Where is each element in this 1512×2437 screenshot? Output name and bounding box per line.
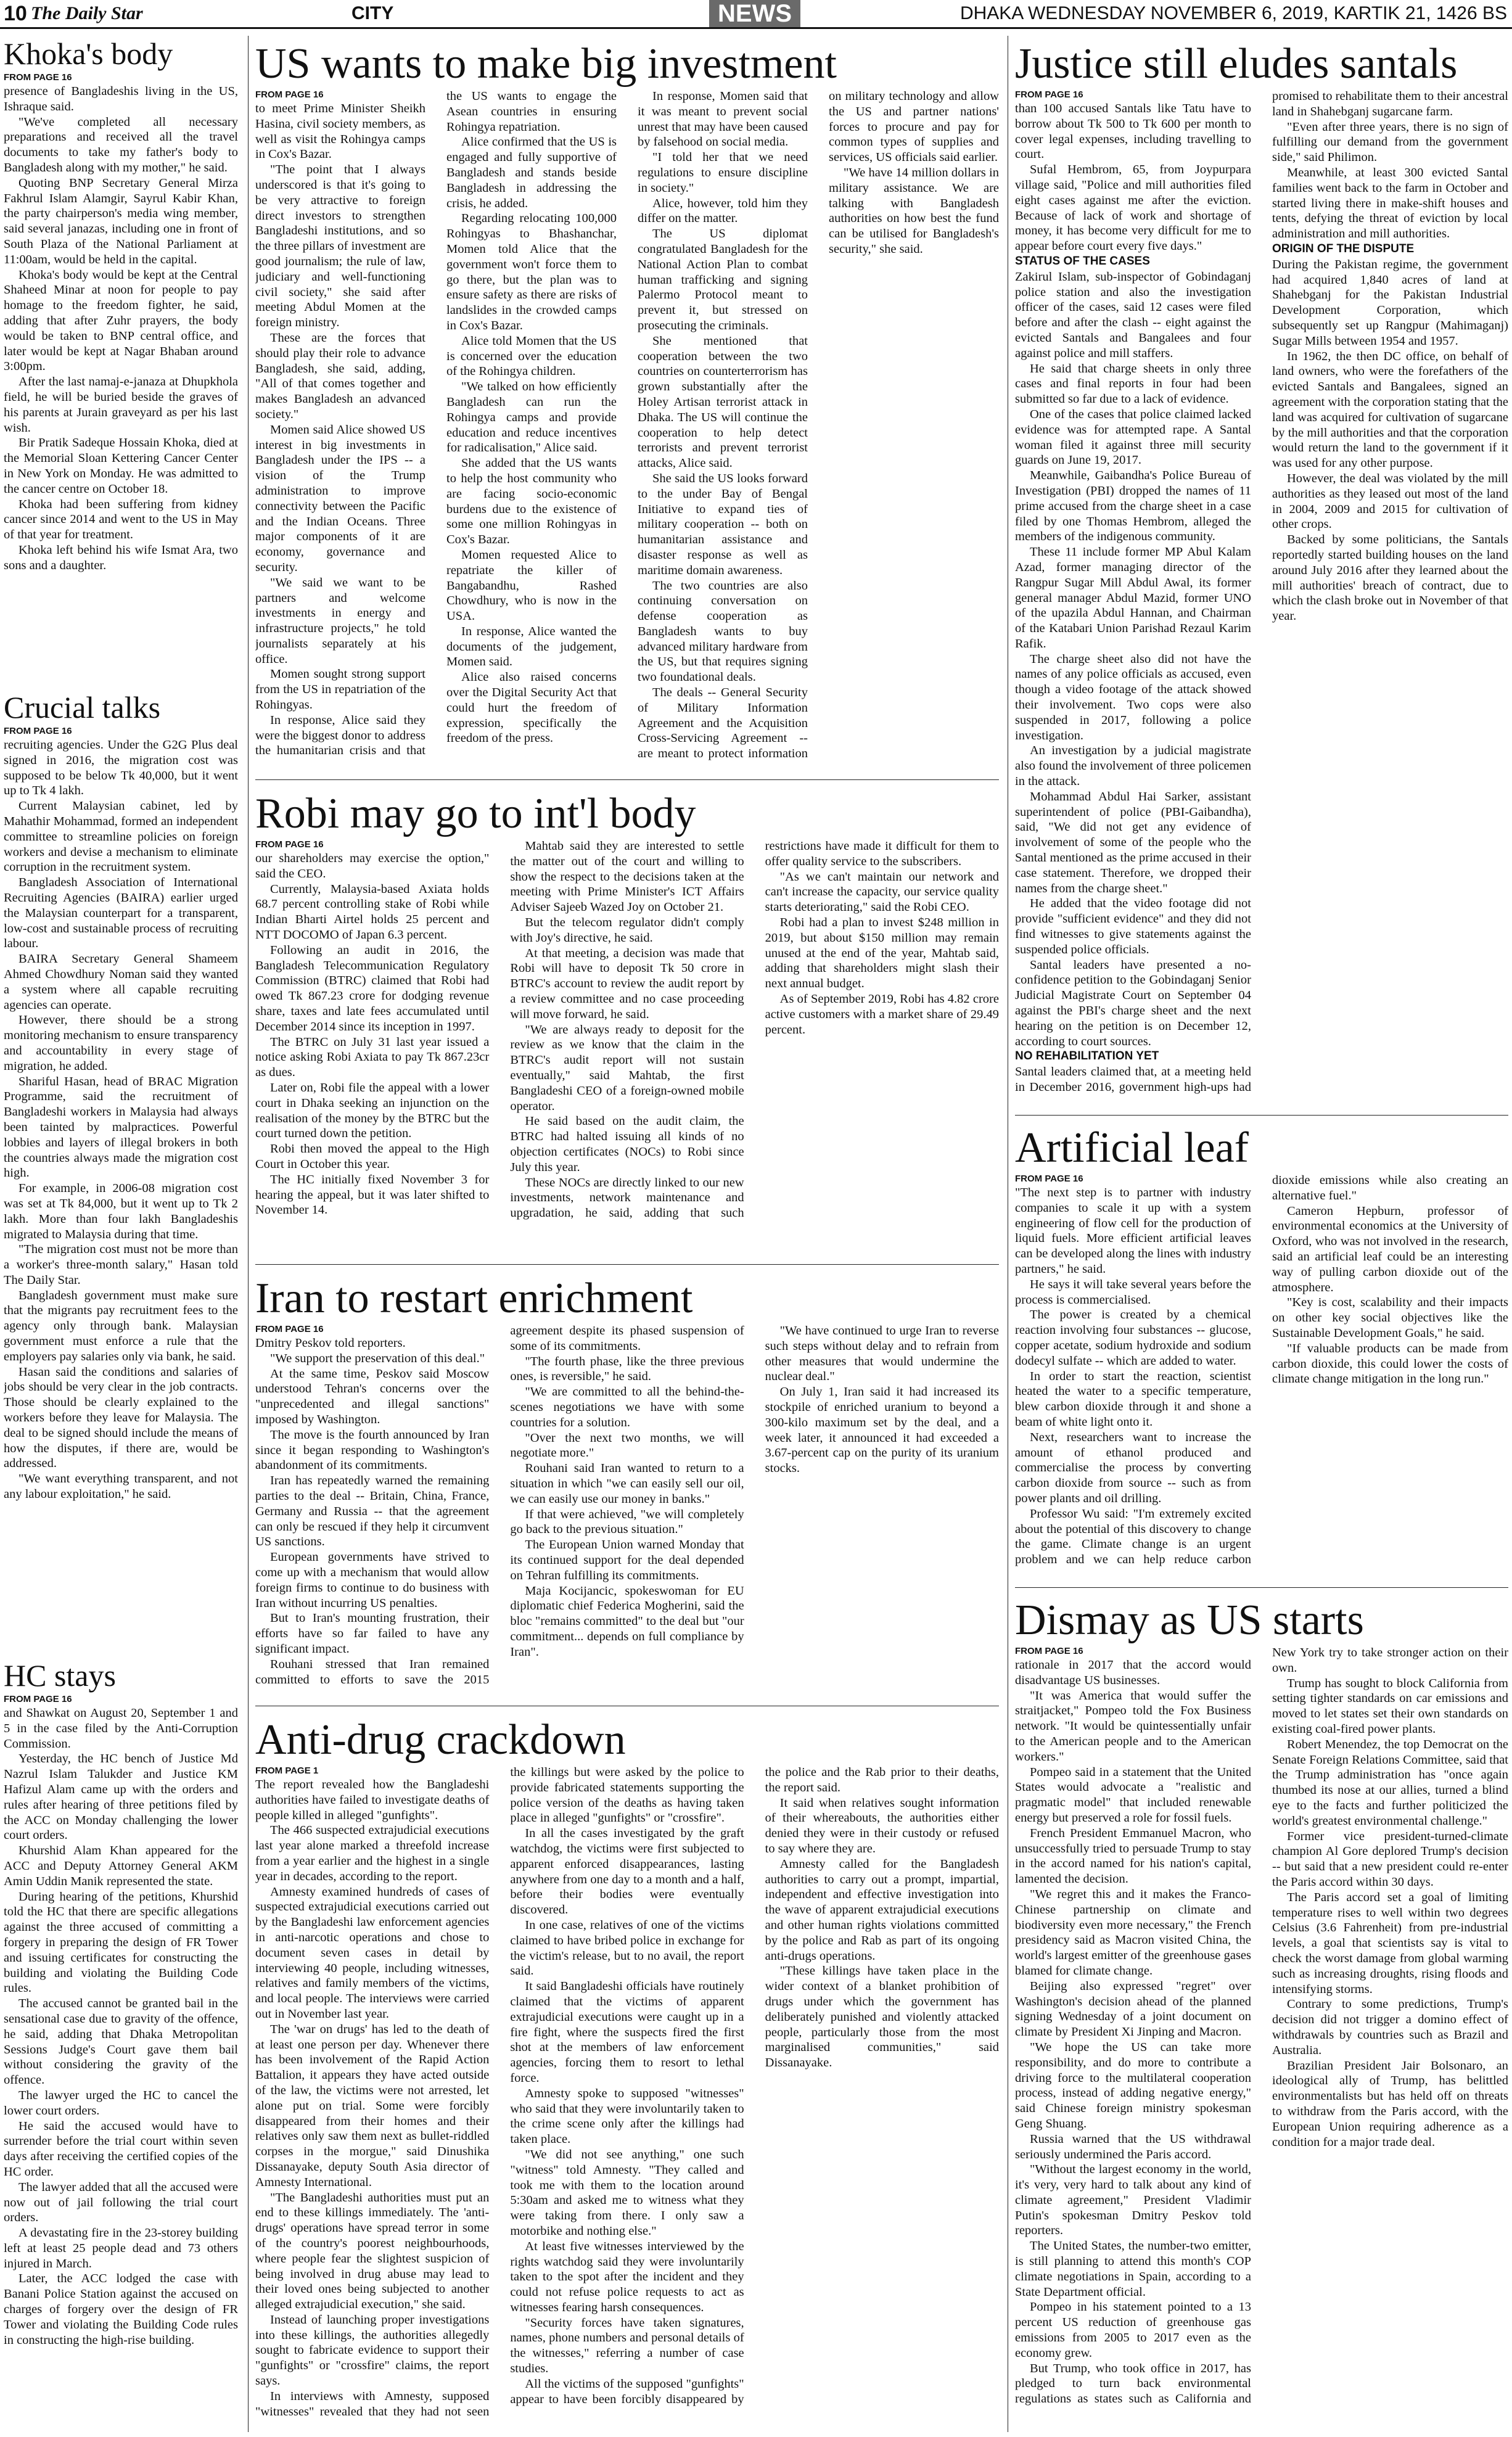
article-body bbox=[4, 1693, 238, 2427]
paragraph: Quoting BNP Secretary General Mirza Fakhrul Islam Alamgir, Sayrul Kabir Khan, the party chairperson's media wing member, said several janazas, including one in front of South Plaza of the National Parliament at 11:00am, would be held in the capital. bbox=[4, 176, 238, 266]
section-label-city: CITY bbox=[351, 3, 394, 23]
paragraph: "Without the largest economy in the world, it's very, very hard to talk about any kind of climate agreement," President Vladimir Putin's spokesman Dmitry Peskov told reporters. bbox=[1015, 2163, 1251, 2238]
article-dismay bbox=[1015, 1596, 1508, 2432]
paragraph: "We are committed to all the behind-the-scenes negotiations we have with some countries for a solution. bbox=[510, 1385, 744, 1429]
paragraph: Alice, however, told him they differ on the matter. bbox=[638, 196, 808, 226]
article-hc-stays bbox=[4, 1658, 238, 2432]
continued-from: FROM PAGE 16 bbox=[4, 726, 72, 736]
paragraph: Instead of launching proper investigations into these killings, the authorities allegedly sought to fabricate evidence to support their "gunfights" or "crossfire" claims, the report says. bbox=[255, 2312, 490, 2388]
paragraph: In all the cases investigated by the graft watchdog, the victims were first subjected to apparent enforced disappearances, lasting anywhere from one day to a month and a half, before their bodies were eventually discovered. bbox=[510, 1827, 744, 1917]
article-crucial-talks bbox=[4, 689, 238, 1651]
headline: Khoka's body bbox=[4, 36, 173, 71]
paragraph: The 'war on drugs' has led to the death of at least one person per day. Whenever there has been involvement of the Rapid Action Battalion, it appears they have acted outside of the law, the victims were not arrested, let alone put on trial. Some were forcibly disappeared from their homes and their relatives only saw them next as bullet-riddled corpses in the morgue," said Dinushika Dissanayake, deputy South Asia director of Amnesty International. bbox=[255, 2022, 490, 2189]
paragraph: Next, researchers want to increase the amount of ethanol produced and commercialise the process by converting carbon dioxide from source -- such as from power plants and oil drilling. bbox=[1015, 1430, 1251, 1505]
article-body bbox=[255, 1323, 999, 1690]
paragraph: Rouhani stressed that Iran remained committed to efforts to save the 2015 agreement despite its phased suspension of some of its commitments. bbox=[255, 1324, 744, 1687]
paragraph: to meet Prime Minister Sheikh Hasina, civil society members, as well as visit the Rohingya camps in Cox's Bazar. bbox=[255, 102, 425, 162]
paragraph: Amnesty examined hundreds of cases of suspected extrajudicial executions carried out by the Bangladeshi law enforcement agencies in anti-narcotic operations and chose to document seven cases in detail by interviewing 40 people, including witnesses, relatives and family members of the victims, and local people. The interviews were carried out in November last year. bbox=[255, 1884, 490, 2021]
story-divider bbox=[1015, 1115, 1508, 1116]
paragraph: He added that the video footage did not provide "sufficient evidence" and they did not find witnesses to give statements against the suspended police officials. bbox=[1015, 897, 1251, 956]
paragraph: Pompeo said in a statement that the United States would advocate a "realistic and pragmatic model" that included renewable energy but preserved a role for fossil fuels. bbox=[1015, 1765, 1251, 1825]
paragraph: During the Pakistan regime, the government had acquired 1,840 acres of land at Shahebganj for the Pakistan Industrial Development Corporation, which subsequently set up Rangpur (Mahimaganj) Sugar Mills between 1954 and 1957. bbox=[1272, 257, 1508, 348]
paragraph: Currently, Malaysia-based Axiata holds 68.7 percent controlling stake of Robi while Indian Bharti Airtel holds 25 percent and NTT DOCOMO of Japan 6.3 percent. bbox=[255, 882, 490, 942]
story-divider bbox=[255, 1264, 999, 1265]
continued-from: FROM PAGE 16 bbox=[1015, 1646, 1083, 1656]
paragraph: "We want everything transparent, and not any labour exploitation," he said. bbox=[4, 1472, 238, 1502]
paragraph: recruiting agencies. Under the G2G Plus deal signed in 2016, the migration cost was supposed to be below Tk 40,000, but it went up to Tk 4 lakh. bbox=[4, 738, 238, 798]
paragraph: In response, Alice said they were the biggest donor to address the humanitarian crisis and that the US wants to engage the Asean countries in ensuring Rohingya repatriation. bbox=[255, 89, 617, 758]
paragraph: The 466 suspected extrajudicial executions last year alone marked a threefold increase from a year earlier and the highest in a single year in decades, according to the report. bbox=[255, 1823, 490, 1883]
paragraph: The deals -- General Security of Military Information Agreement and the Acquisition Cross-Servicing Agreement -- are meant to protect information on military technology and allow the US and partner nations' forces to procure and pay for common types of supplies and services, US officials said earlier. bbox=[638, 89, 999, 761]
paragraph: However, the deal was violated by the mill authorities as they leased out most of the land in 2004, 2009 and 2015 for cultivation of other crops. bbox=[1272, 471, 1508, 532]
paragraph: "We regret this and it makes the Franco-Chinese partnership on climate and biodiversity even more necessary," the French presidency said as Macron visited China, the world's largest emitter of the greenhouse gases blamed for climate change. bbox=[1015, 1887, 1251, 1978]
page-number: 10 bbox=[4, 2, 27, 25]
paragraph: Khoka left behind his wife Ismat Ara, two sons and a daughter. bbox=[4, 543, 238, 572]
continued-from: FROM PAGE 16 bbox=[4, 72, 72, 83]
article-body bbox=[4, 725, 238, 1646]
article-body bbox=[4, 72, 238, 678]
article-artificial-leaf bbox=[1015, 1124, 1508, 1580]
paragraph: The European Union warned Monday that its continued support for the deal depended on Tehran fulfilling its commitments. bbox=[510, 1538, 744, 1582]
paragraph: our shareholders may exercise the option," said the CEO. bbox=[255, 852, 490, 881]
paragraph: The two countries are also continuing conversation on defense cooperation as Bangladesh wants to buy advanced military hardware from the US, but that requires signing two foundational deals. bbox=[638, 578, 808, 684]
paragraph: than 100 accused Santals like Tatu have to borrow about Tk 500 to Tk 600 per month to cover legal expenses, including travelling to court. bbox=[1015, 102, 1251, 162]
continued-from: FROM PAGE 16 bbox=[255, 89, 324, 100]
paragraph: These are the forces that should play their role to advance Bangladesh, she said, adding, "All of that comes together and makes Bangladesh an advanced society." bbox=[255, 331, 425, 421]
paragraph: Amnesty called for the Bangladesh authorities to carry out a prompt, impartial, independent and effective investigation into the wave of apparent extrajudicial executions and other human rights violations committed by the police and Rab as part of its ongoing anti-drugs operations. bbox=[765, 1857, 999, 1963]
paragraph: Backed by some politicians, the Santals reportedly started building houses on the land around July 2016 after they learned about the mill authorities' breach of contract, due to which the clash broke out in November of that year. bbox=[1272, 533, 1508, 623]
paragraph: "We are always ready to deposit for the review as we know that the claim in the BTRC's audit report will not sustain eventually," said Mahtab, the first Bangladeshi CEO of a foreign-owned mobile operator. bbox=[510, 1022, 744, 1113]
paragraph: Maja Kocijancic, spokeswoman for EU diplomatic chief Federica Mogherini, said the bloc "remains committed" to the deal but "our commitment... depends on full compliance by Iran". bbox=[510, 1584, 744, 1659]
paragraph: Brazilian President Jair Bolsonaro, an ideological ally of Trump, has belittled environmentalists but has held off on threats to withdraw from the Paris accord, with the European Union requiring adherence as a condition for a major trade deal. bbox=[1272, 2058, 1508, 2149]
paragraph: In interviews with Amnesty, supposed "witnesses" revealed that they had not seen the killings but were asked by the police to provide fabricated statements supporting the police version of the deaths as having taken place in alleged "gunfights" or "crossfire". bbox=[255, 1765, 744, 2419]
paragraph: She said the US looks forward to the under Bay of Bengal Initiative to expand ties of military cooperation -- both on humanitarian assistance and disaster response as well as maritime domain awareness. bbox=[638, 471, 808, 577]
paragraph: She added that the US wants to help the host community who are facing socio-economic burdens due to the existence of some one million Rohingyas in Cox's Bazar. bbox=[446, 456, 617, 547]
paragraph: Momen sought strong support from the US in repatriation of the Rohingyas. bbox=[255, 667, 425, 712]
paragraph: An investigation by a judicial magistrate also found the involvement of three policemen in the attack. bbox=[1015, 744, 1251, 789]
paragraph: Alice confirmed that the US is engaged and fully supportive of Bangladesh and stands beside Bangladesh in addressing the crisis, he added. bbox=[446, 135, 617, 210]
dateline: DHAKA WEDNESDAY NOVEMBER 6, 2019, KARTIK 21, 1426 BS bbox=[959, 3, 1507, 23]
paragraph: The United States, the number-two emitter, is still planning to attend this month's COP climate negotiations in Spain, according to a State Department official. bbox=[1015, 2239, 1251, 2299]
paragraph: French President Emmanuel Macron, who unsuccessfully tried to persuade Trump to stay in the accord named for his nation's capital, lamented the decision. bbox=[1015, 1826, 1251, 1886]
headline: Anti-drug crackdown bbox=[255, 1716, 626, 1764]
continued-from: FROM PAGE 1 bbox=[255, 1765, 319, 1776]
article-iran bbox=[255, 1274, 999, 1699]
paragraph: He said based on the audit claim, the BTRC had halted issuing all kinds of no objection certificates (NOCs) to Robi since July this year. bbox=[510, 1114, 744, 1174]
paragraph: Robert Menendez, the top Democrat on the Senate Foreign Relations Committee, said that the Trump administration has "once again thumbed its nose at our allies, turned a blind eye to the facts and further politicized the world's greatest environmental challenge." bbox=[1272, 1737, 1508, 1828]
paragraph: Khurshid Alam Khan appeared for the ACC and Deputy Attorney General AKM Amin Uddin Manik represented the state. bbox=[4, 1844, 238, 1888]
paragraph: During hearing of the petitions, Khurshid told the HC that there are specific allegations against the three accused of committing a forgery in preparing the design of FR Tower and issuing certificates for constructing the building and violating the Building Code rules. bbox=[4, 1889, 238, 1995]
paragraph: Iran has repeatedly warned the remaining parties to the deal -- Britain, China, France, Germany and Russia -- that the agreement can only be rescued if they help it circumvent US sanctions. bbox=[255, 1474, 490, 1549]
paragraph: The accused cannot be granted bail in the sensational case due to gravity of the offence, he said, adding that Dhaka Metropolitan Sessions Judge's Court gave them bail without considering the gravity of the offence. bbox=[4, 1997, 238, 2087]
article-body bbox=[1015, 1645, 1508, 2422]
paragraph: "Over the next two months, we will negotiate more." bbox=[510, 1431, 744, 1460]
masthead bbox=[0, 0, 1512, 29]
paragraph: At the same time, Peskov said Moscow understood Tehran's concerns over the "unprecedented and illegal sanctions" imposed by Washington. bbox=[255, 1366, 490, 1426]
paragraph: "We have continued to urge Iran to reverse such steps without delay and to refrain from other measures that would undermine the nuclear deal." bbox=[765, 1324, 999, 1384]
paragraph: One of the cases that police claimed lacked evidence was for attempted rape. A Santal woman filed it against three mill security guards on June 19, 2017. bbox=[1015, 407, 1251, 467]
paragraph: "We've completed all necessary preparations and received all the travel documents to take my father's body to Bangladesh along with my mother," he said. bbox=[4, 115, 238, 175]
paragraph: He said that charge sheets in only three cases and final reports in four had been submitted so far due to a lack of evidence. bbox=[1015, 361, 1251, 406]
paragraph: Contrary to some predictions, Trump's decision did not trigger a domino effect of withdrawals by countries such as Brazil and Australia. bbox=[1272, 1997, 1508, 2057]
paragraph: Sufal Hembrom, 65, from Joypurpara village said, "Police and mill authorities filed eight cases against me after the eviction. Because of lack of work and shortage of money, it has become very difficult for me to appear before court every five days." bbox=[1015, 163, 1251, 253]
paragraph: BAIRA Secretary General Shameem Ahmed Chowdhury Noman said they wanted a system where all capable recruiting agencies can operate. bbox=[4, 952, 238, 1012]
paragraph: "The fourth phase, like the three previous ones, is reversible," he said. bbox=[510, 1354, 744, 1384]
paragraph: Russia warned that the US withdrawal seriously undermined the Paris accord. bbox=[1015, 2132, 1251, 2161]
paragraph: If that were achieved, "we will completely go back to the previous situation." bbox=[510, 1507, 744, 1537]
paragraph: Dmitry Peskov told reporters. bbox=[255, 1336, 406, 1350]
article-robi bbox=[255, 789, 999, 1258]
paragraph: However, there should be a strong monitoring mechanism to ensure transparency and accountability in every stage of migration, he added. bbox=[4, 1013, 238, 1073]
headline: US wants to make big investment bbox=[255, 40, 837, 88]
paragraph: "We have 14 million dollars in military assistance. We are talking with Bangladesh authorities on how best the fund can be utilised for Bangladesh's security," she said. bbox=[829, 165, 999, 256]
paragraph: Pompeo in his statement pointed to a 13 percent US reduction of greenhouse gas emissions from 2005 to 2017 even as the economy grew. bbox=[1015, 2300, 1251, 2360]
paragraph: Beijing also expressed "regret" over Washington's decision ahead of the planned signing Wednesday of a joint document on climate by President Xi Jinping and Macron. bbox=[1015, 1979, 1251, 2039]
paragraph: Later, the ACC lodged the case with Banani Police Station against the accused on charges of forgery over the design of FR Tower and violating the Building Code rules in constructing the high-rise building. bbox=[4, 2272, 238, 2347]
article-anti-drug bbox=[255, 1716, 999, 2432]
paragraph: Amnesty spoke to supposed "witnesses" who said that they were involuntarily taken to the crime scene only after the killings had taken place. bbox=[510, 2086, 744, 2147]
subheading: STATUS OF THE CASES bbox=[1015, 254, 1150, 268]
paragraph: "We did not see anything," one such "witness" told Amnesty. "They called and took me with them to the location around 5:30am and asked me to witness what they were taking from there. I only saw a motorbike and nothing else." bbox=[510, 2147, 744, 2238]
paragraph: The Paris accord set a goal of limiting temperature rises to well within two degrees Celsius (3.6 Fahrenheit) from pre-industrial levels, a goal that scientists say is vital to check the worst damage from global warming such as increasing droughts, rising floods and intensifying storms. bbox=[1272, 1890, 1508, 1996]
paragraph: Yesterday, the HC bench of Justice Md Nazrul Islam Talukder and Justice KM Hafizul Alam came up with the orders and rules after hearing of three petitions filed by the ACC on Monday challenging the lower court orders. bbox=[4, 1752, 238, 1843]
paragraph: Mahtab said they are interested to settle the matter out of the court and willing to show the respect to the decisions taken at the meeting with Prime Minister's ICT Affairs Adviser Sajeeb Wazed Joy on October 21. bbox=[510, 839, 744, 914]
paragraph: The lawyer added that all the accused were now out of jail following the trial court orders. bbox=[4, 2180, 238, 2225]
paragraph: As of September 2019, Robi has 4.82 crore active customers with a market share of 29.49 percent. bbox=[765, 992, 999, 1037]
paragraph: The HC initially fixed November 3 for hearing the appeal, but it was later shifted to November 14. bbox=[255, 1172, 490, 1217]
headline: Justice still eludes santals bbox=[1015, 40, 1458, 88]
paragraph: "Key is cost, scalability and their impacts on other key social objectives like the Sustainable Development Goals," he said. bbox=[1272, 1296, 1508, 1340]
paragraph: In 1962, the then DC office, on behalf of land owners, who were the forefathers of the evicted Santals and Bangalees, signed an agreement with the corporation stating that the land was acquired for cultivation of sugarcane by the mill authorities and that the corporation would return the land to the government if it was used for any other purpose. bbox=[1272, 349, 1508, 471]
paragraph: In order to start the reaction, scientist heated the water to a specific temperature, blew carbon dioxide through it and shone a beam of white light onto it. bbox=[1015, 1369, 1251, 1429]
paragraph: "The next step is to partner with industry companies to scale it up with a system engineering of flow cell for the production of liquid fuels. More efficient artificial leaves can be developed along the lines with industry partners," he said. bbox=[1015, 1186, 1251, 1276]
paragraph: Robi had a plan to invest $248 million in 2019, but about $150 million may remain unused at the end of the year, Mahtab said, adding that shareholders might slash their next annual budget. bbox=[765, 915, 999, 991]
paragraph: It said when relatives sought information of their whereabouts, the authorities either denied they were in their custody or refused to say where they are. bbox=[765, 1796, 999, 1855]
headline: Iran to restart enrichment bbox=[255, 1275, 693, 1322]
subheading: NO REHABILITATION YET bbox=[1015, 1050, 1159, 1063]
headline: Artificial leaf bbox=[1015, 1124, 1249, 1172]
paragraph: These 11 include former MP Abul Kalam Azad, former managing director of the Rangpur Sugar Mill Abdul Awal, its former general manager Abdul Mazid, former UNO of the upazila Abdul Hannan, and Chairman of the Katabari Union Parishad Rezaul Karim Rafik. bbox=[1015, 545, 1251, 651]
paragraph: "We said we want to be partners and welcome investments in energy and infrastructure projects," he told journalists separately at his office. bbox=[255, 575, 425, 666]
paragraph: Shariful Hasan, head of BRAC Migration Programme, said the recruitment of Bangladeshi workers in Malaysia had always been tainted by malpractices. Powerful lobbies and layers of illegal brokers in both the countries always made the migration cost high. bbox=[4, 1074, 238, 1180]
paragraph: "I told her that we need regulations to ensure discipline in society." bbox=[638, 150, 808, 195]
paragraph: These NOCs are directly linked to our new investments, network maintenance and upgradation, he said, adding that such restrictions have made it difficult for them to offer quality service to the subscribers. bbox=[510, 839, 999, 1220]
paragraph: Mohammad Abdul Hai Sarker, assistant superintendent of police (PBI-Gaibandha), said, "We did not get any evidence of involvement of some of the people who the Santal mentioned as the prime accused in their case statement. Therefore, we dropped their names from the charge sheet." bbox=[1015, 789, 1251, 895]
article-body bbox=[1015, 1173, 1508, 1570]
paragraph: Former vice president-turned-climate champion Al Gore deplored Trump's decision -- but said that a new president could re-enter the Paris accord within 30 days. bbox=[1272, 1829, 1508, 1889]
paragraph: The move is the fourth announced by Iran since it began responding to Washington's abandonment of its commitments. bbox=[255, 1428, 490, 1473]
paragraph: In response, Momen said that it was meant to prevent social unrest that may have been caused by falsehood on social media. bbox=[638, 89, 808, 149]
headline: Robi may go to int'l body bbox=[255, 790, 696, 837]
paragraph: "As we can't maintain our network and can't increase the capacity, our service quality starts deteriorating," said the Robi CEO. bbox=[765, 869, 999, 914]
article-body bbox=[255, 1765, 999, 2422]
paragraph: Bir Pratik Sadeque Hossain Khoka, died at the Memorial Sloan Kettering Cancer Center in New York on Monday. He was admitted to the cancer centre on October 18. bbox=[4, 436, 238, 496]
paragraph: Meanwhile, at least 300 evicted Santal families went back to the farm in October and started living there in make-shift houses and tents, defying the threat of eviction by local administration and mill authorities. bbox=[1272, 165, 1508, 241]
story-divider bbox=[255, 779, 999, 780]
continued-from: FROM PAGE 16 bbox=[255, 839, 324, 850]
paragraph: In response, Alice wanted the documents of the judgement, Momen said. bbox=[446, 624, 617, 669]
paragraph: Bangladesh Association of International Recruiting Agencies (BAIRA) earlier urged the Malaysian counterpart for a transparent, low-cost and sustainable process of recruiting labour. bbox=[4, 876, 238, 951]
paragraph: The charge sheet also did not have the names of any police officials as accused, even though a video footage of the attack showed their involvement. Two cops were also suspended in 2017, following a police investigation. bbox=[1015, 652, 1251, 742]
paragraph: Meanwhile, Gaibandha's Police Bureau of Investigation (PBI) dropped the names of 11 prime accused from the charge sheet in a case filed by one Thomas Hembrom, alleged the members of the indigenous community. bbox=[1015, 469, 1251, 544]
article-us-investment bbox=[255, 39, 999, 773]
story-divider bbox=[1015, 1587, 1508, 1588]
headline: Dismay as US starts bbox=[1015, 1597, 1364, 1644]
paragraph: European governments have strived to come up with a mechanism that would allow foreign firms to continue to do business with Iran without incurring US penalties. bbox=[255, 1550, 490, 1610]
paragraph: Rouhani said Iran wanted to return to a situation in which "we can easily sell our oil, we can easily use our money in banks." bbox=[510, 1461, 744, 1506]
paragraph: Alice also raised concerns over the Digital Security Act that could hurt the freedom of expression, specifically the freedom of the press. bbox=[446, 670, 617, 746]
paragraph: Regarding relocating 100,000 Rohingyas to Bhashanchar, Momen told Alice that the government won't force them to go there, but the plan was to ensure safety as there are risks of landslides in the crowded camps in Cox's Bazar. bbox=[446, 212, 617, 332]
paragraph: Khoka's body would be kept at the Central Shaheed Minar at noon for people to pay homage to the freedom fighter, he said, adding that after Zuhr prayers, the body would be taken to BNP central office, and later would be kept at Nagar Bhaban around 3:00pm. bbox=[4, 268, 238, 374]
paragraph: "The migration cost must not be more than a worker's three-month salary," Hasan told The Daily Star. bbox=[4, 1243, 238, 1287]
paragraph: Momen said Alice showed US interest in big investments in Bangladesh under the IPS -- a vision of the Trump administration to improve connectivity between the Pacific and the Indian Oceans. Three major components of it are economy, governance and security. bbox=[255, 422, 425, 574]
paragraph: At that meeting, a decision was made that Robi will have to deposit Tk 50 crore in BTRC's account to review the audit report by a review committee and no case proceeding will move forward, he said. bbox=[510, 946, 744, 1021]
paragraph: "These killings have taken place in the wider context of a blanket prohibition of drugs under which the government has deliberately punished and violently attacked people, particularly those from the most marginalised communities," said Dissanayake. bbox=[765, 1964, 999, 2070]
paragraph: "Security forces have taken signatures, names, phone numbers and personal details of the witnesses," referring a number of case studies. bbox=[510, 2316, 744, 2376]
paragraph: All the victims of the supposed "gunfights" appear to have been forcibly disappeared by the police and the Rab prior to their deaths, the report said. bbox=[510, 1765, 999, 2406]
paragraph: He said the accused would have to surrender before the trial court within seven days after receiving the certified copies of the HC order. bbox=[4, 2119, 238, 2179]
paragraph: The lawyer urged the HC to cancel the lower court orders. bbox=[4, 2088, 238, 2118]
paragraph: A devastating fire in the 23-storey building left at least 25 people dead and 73 others injured in March. bbox=[4, 2226, 238, 2271]
continued-from: FROM PAGE 16 bbox=[4, 1694, 72, 1704]
paragraph: He says it will take several years before the process is commercialised. bbox=[1015, 1277, 1251, 1307]
article-khoka bbox=[4, 36, 238, 683]
paragraph: "We talked on how efficiently Bangladesh can run the Rohingya camps and provide education and reduce incentives for radicalisation," Alice said. bbox=[446, 380, 617, 455]
headline: HC stays bbox=[4, 1658, 116, 1693]
paragraph: The BTRC on July 31 last year issued a notice asking Robi Axiata to pay Tk 867.23cr as dues. bbox=[255, 1035, 490, 1080]
section-label-news: NEWS bbox=[709, 0, 800, 27]
paragraph: Momen requested Alice to repatriate the killer of Bangabandhu, Rashed Chowdhury, who is now in the USA. bbox=[446, 548, 617, 623]
paragraph: For example, in 2006-08 migration cost was set at Tk 84,000, but it went up to Tk 2 lakh. More than four lakh Bangladeshis migrated to Malaysia during that time. bbox=[4, 1182, 238, 1241]
paragraph: Zakirul Islam, sub-inspector of Gobindaganj police station and also the investigation officer of the cases, said 12 cases were filed before and after the clash -- eight against the evicted Santals and Bangalees and four against police and mill staffers. bbox=[1015, 269, 1251, 360]
paragraph: and Shawkat on August 20, September 1 and 5 in the case filed by the Anti-Corruption Commission. bbox=[4, 1706, 238, 1751]
paragraph: Trump has sought to block California from setting tighter standards on car emissions and moved to let states set their own standards on existing coal-fired power plants. bbox=[1272, 1676, 1508, 1736]
column-rule bbox=[248, 36, 249, 2432]
paragraph: But the telecom regulator didn't comply with Joy's directive, he said. bbox=[510, 915, 744, 945]
paragraph: But Trump, who took office in 2017, has pledged to turn back environmental regulations as states such as California and New York try to take stronger action on their own. bbox=[1015, 1646, 1508, 2406]
paragraph: Santal leaders claimed that, at a meeting held in December 2016, government high-ups had promised to rehabilitate them to their ancestral land in Shahebganj sugarcane farm. bbox=[1015, 89, 1508, 1094]
paragraph: "We support the preservation of this deal." bbox=[270, 1351, 485, 1365]
article-body bbox=[1015, 89, 1508, 1098]
paragraph: Later on, Robi file the appeal with a lower court in Dhaka seeking an injunction on the realisation of the money by the BTRC but the court turned down the petition. bbox=[255, 1080, 490, 1141]
paragraph: "Even after three years, there is no sign of fulfilling our demand from the government side," said Philimon. bbox=[1272, 120, 1508, 165]
paragraph: The power is created by a chemical reaction involving four substances -- glucose, copper acetate, sodium hydroxide and sodium dodecyl sulfate -- which are added to water. bbox=[1015, 1308, 1251, 1368]
paragraph: "The point that I always underscored is that it's going to be very attractive to foreign direct investors to strengthen Bangladeshi institutions, and so the three pillars of investment are good journalism; the rule of law, judiciary and well-functioning civil society," she said after meeting Abdul Momen at the foreign ministry. bbox=[255, 163, 425, 330]
paragraph: Hasan said the conditions and salaries of jobs should be very clear in the job contracts. Those should be clearly explained to the workers before they leave for Malaysia. The deal to be signed should include the means of how the disputes, if there are, would be addressed. bbox=[4, 1365, 238, 1471]
paragraph: Professor Wu said: "I'm extremely excited about the potential of this discovery to change the game. Climate change is an urgent problem and we can help reduce carbon dioxide emissions while also creating an alternative fuel." bbox=[1015, 1173, 1508, 1567]
paragraph: The report revealed how the Bangladeshi authorities have failed to investigate deaths of people killed in alleged "gunfights". bbox=[255, 1778, 490, 1822]
paragraph: Robi then moved the appeal to the High Court in October this year. bbox=[255, 1142, 490, 1171]
paragraph: "The Bangladeshi authorities must put an end to these killings immediately. The 'anti-drugs' operations have spread terror in some of the country's poorest neighbourhoods, where people fear the slightest suspicion of being involved in drug abuse may lead to their loved ones being subjected to another alleged extrajudicial execution," she said. bbox=[255, 2190, 490, 2312]
paragraph: Alice told Momen that the US is concerned over the education of the Rohingya children. bbox=[446, 334, 617, 379]
article-body bbox=[255, 89, 999, 763]
paragraph: But to Iran's mounting frustration, their efforts have so far failed to have any significant impact. bbox=[255, 1611, 490, 1656]
paragraph: In one case, relatives of one of the victims claimed to have bribed police in exchange for the victim's release, but to no avail, the report said. bbox=[510, 1918, 744, 1978]
continued-from: FROM PAGE 16 bbox=[1015, 1173, 1083, 1184]
paragraph: rationale in 2017 that the accord would disadvantage US businesses. bbox=[1015, 1658, 1251, 1687]
newspaper-logo: The Daily Star bbox=[31, 3, 143, 23]
article-body bbox=[255, 839, 999, 1248]
paragraph: "It was America that would suffer the straitjacket," Pompeo told the Fox Business network. "It would be quintessentially unfair to the American people and to the American workers." bbox=[1015, 1688, 1251, 1764]
paragraph: She mentioned that cooperation between the two countries on counterterrorism has grown substantially after the Holey Artisan terrorist attack in Dhaka. The US will continue the cooperation to help detect terrorists and prevent terrorist attacks, Alice said. bbox=[638, 334, 808, 471]
article-santals bbox=[1015, 39, 1508, 1108]
paragraph: At least five witnesses interviewed by the rights watchdog said they were involuntarily taken to the spot after the incident and they could not refuse police requests to act as witnesses fearing harsh consequences. bbox=[510, 2239, 744, 2314]
paragraph: Current Malaysian cabinet, led by Mahathir Mohammad, formed an independent committee to streamline policies on foreign workers and devise a mechanism to eliminate corruption in the recruitment system. bbox=[4, 799, 238, 874]
paragraph: Following an audit in 2016, the Bangladesh Telecommunication Regulatory Commission (BTRC) claimed that Robi had owed Tk 867.23 crore for dodging revenue share, taxes and late fees accumulated until December 2014 since its inception in 1997. bbox=[255, 943, 490, 1034]
paragraph: Khoka had been suffering from kidney cancer since 2014 and went to the US in May of that year for treatment. bbox=[4, 497, 238, 542]
paragraph: Santal leaders have presented a no-confidence petition to the Gobindaganj Senior Judicial Magistrate Court on September 04 against the PBI's charge sheet and the next hearing on the petition is on December 12, according to court sources. bbox=[1015, 958, 1251, 1048]
paragraph: Cameron Hepburn, professor of environmental economics at the University of Oxford, who was not involved in the research, said an artificial leaf could be an interesting way of pulling carbon dioxide out of the atmosphere. bbox=[1272, 1204, 1508, 1294]
paragraph: "If valuable products can be made from carbon dioxide, this could lower the costs of climate change mitigation in the long run." bbox=[1272, 1341, 1508, 1386]
headline: Crucial talks bbox=[4, 690, 161, 725]
paragraph: After the last namaj-e-janaza at Dhupkhola field, he will be buried beside the graves of his parents at Jurain graveyard as per his last wish. bbox=[4, 375, 238, 435]
paragraph: presence of Bangladeshis living in the US, Ishraque said. bbox=[4, 84, 238, 113]
paragraph: Bangladesh government must make sure that the migrants pay recruitment fees to the agency only through bank. Malaysian government must enforce a rule that the employers pay salaries only via bank, he said. bbox=[4, 1288, 238, 1363]
subheading: ORIGIN OF THE DISPUTE bbox=[1272, 242, 1415, 255]
continued-from: FROM PAGE 16 bbox=[1015, 89, 1083, 100]
paragraph: The US diplomat congratulated Bangladesh for the National Action Plan to combat human trafficking and signing Palermo Protocol meant to prevent it, but stressed on prosecuting the criminals. bbox=[638, 227, 808, 332]
continued-from: FROM PAGE 16 bbox=[255, 1324, 324, 1334]
paragraph: On July 1, Iran said it had increased its stockpile of enriched uranium to beyond a 300-kilo maximum set by the deal, and a week later, it announced it had exceeded a 3.67-percent cap on the purity of its uranium stocks. bbox=[765, 1385, 999, 1476]
paragraph: It said Bangladeshi officials have routinely claimed that the victims of apparent extrajudicial executions were caught up in a fire fight, where the suspects fired the first shot at the members of law enforcement agencies, forcing them to resort to lethal force. bbox=[510, 1979, 744, 2085]
paragraph: "We hope the US can take more responsibility, and do more to contribute a driving force to the multilateral cooperation process, instead of adding negative energy," said Chinese foreign ministry spokesman Geng Shuang. bbox=[1015, 2040, 1251, 2131]
